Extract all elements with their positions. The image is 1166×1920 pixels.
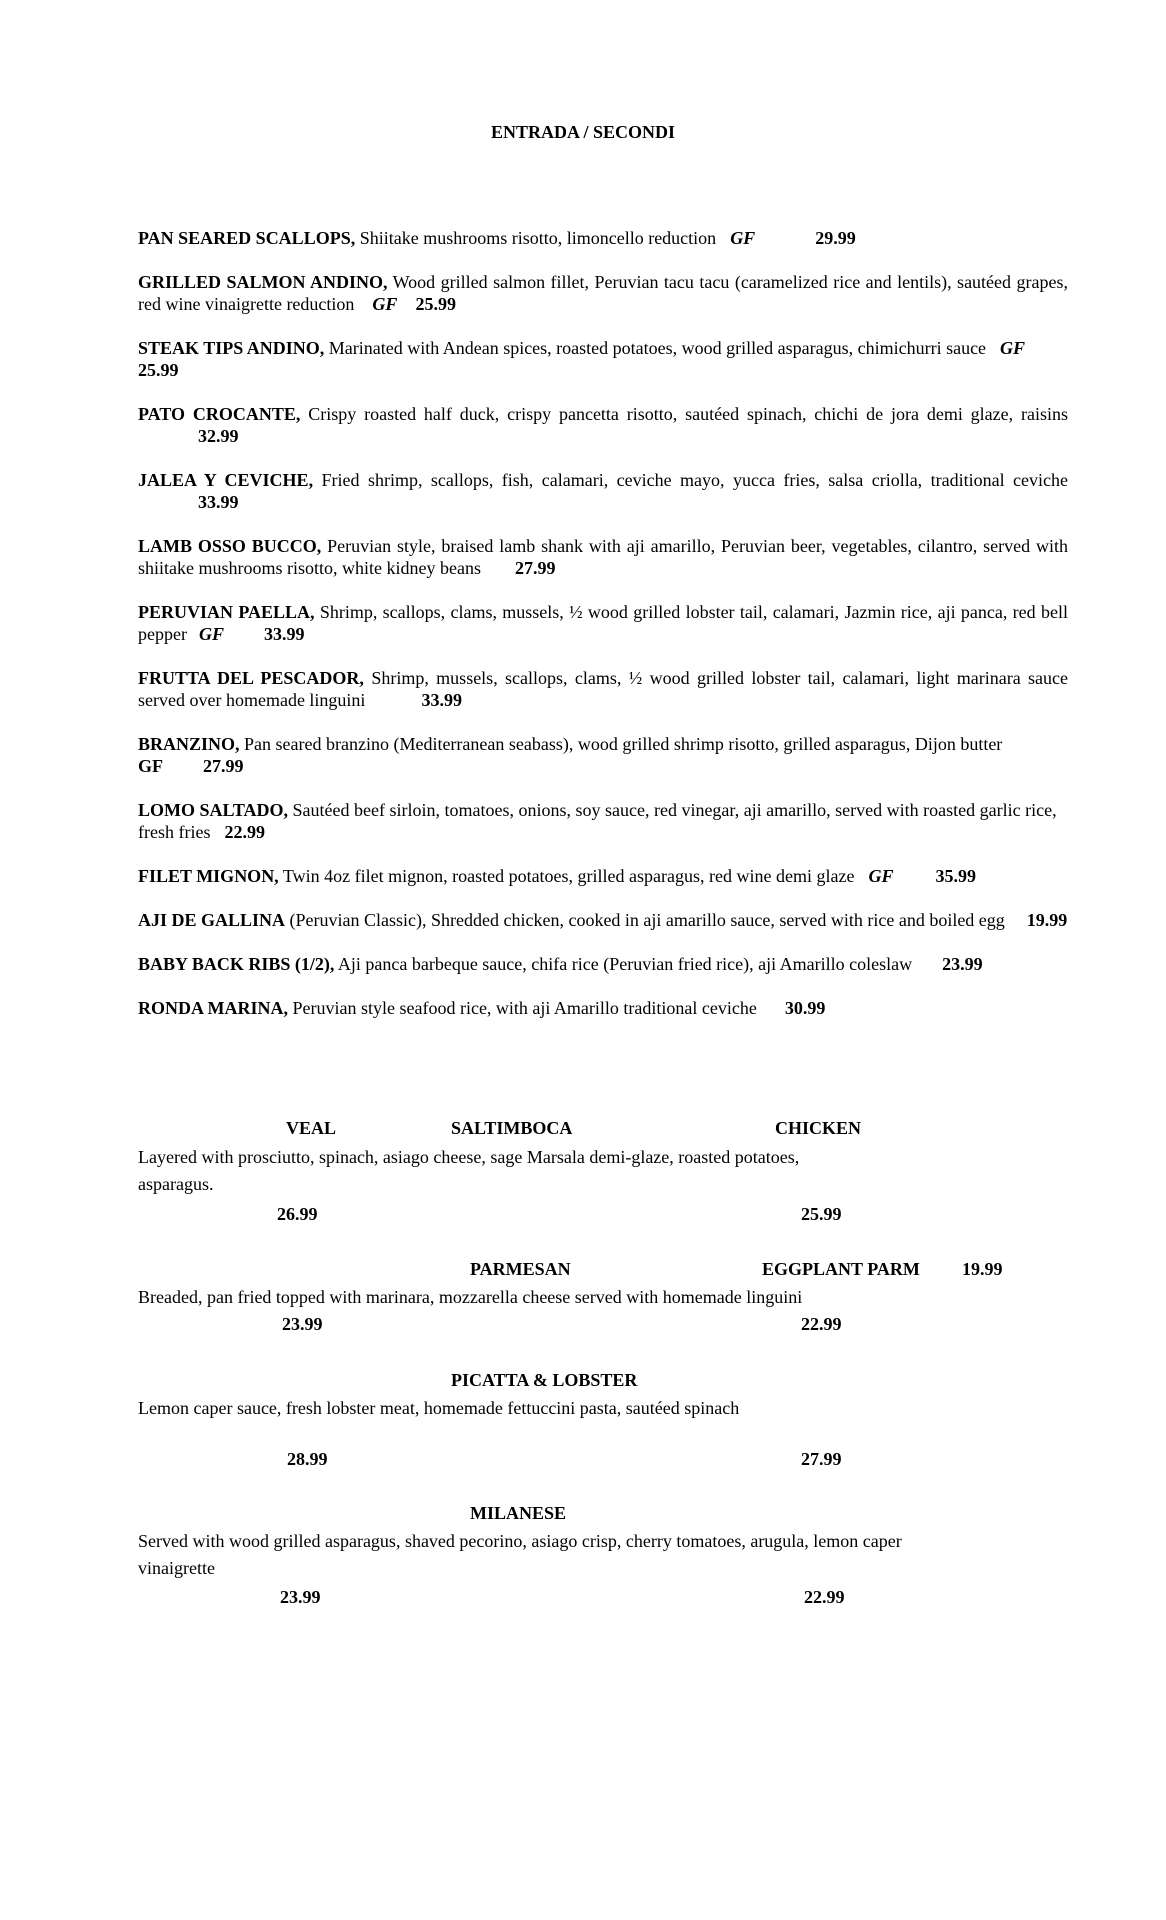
item-name: BABY BACK RIBS (1/2), [138,954,335,974]
item-price: 27.99 [203,756,244,776]
gluten-free-badge: GF [138,756,163,776]
item-name: STEAK TIPS ANDINO, [138,338,325,358]
item-price: 32.99 [198,426,239,446]
item-description: Aji panca barbeque sauce, chifa rice (Peruvian fried rice), aji Amarillo coleslaw [337,954,913,974]
item-price: 30.99 [784,998,826,1018]
menu-item-pato-crocante [138,403,1068,447]
item-name: PATO CROCANTE, [138,404,301,424]
parmesan-description: Breaded, pan fried topped with marinara, mozzarella cheese served with homemade linguini [138,1287,803,1307]
item-price: 19.99 [1026,910,1068,930]
item-name: RONDA MARINA, [138,998,288,1018]
gluten-free-badge: GF [730,228,756,248]
menu-item-aji-de-gallina [138,909,1068,931]
parmesan-name: PARMESAN [470,1259,571,1279]
column-header-chicken: CHICKEN [775,1118,862,1138]
item-name: LAMB OSSO BUCCO, [138,536,322,556]
item-description: Pan seared branzino (Mediterranean seabass), wood grilled shrimp risotto, grilled asparagus, Dijon butter [244,734,1003,754]
item-name: LOMO SALTADO, [138,800,289,820]
item-price: 25.99 [138,360,179,380]
saltimboca-name: SALTIMBOCA [451,1118,573,1138]
item-name: FRUTTA DEL PESCADOR, [138,668,364,688]
menu-item-ronda-marina [138,997,1068,1019]
menu-item-grilled-salmon-andino [138,271,1068,315]
item-price: 33.99 [198,492,239,512]
gluten-free-badge: GF [198,624,224,644]
item-description: Shiitake mushrooms risotto, limoncello reduction [359,228,717,248]
item-description: Twin 4oz filet mignon, roasted potatoes, grilled asparagus, red wine demi glaze [282,866,855,886]
item-price: 25.99 [415,294,456,314]
picatta-chicken-price: 27.99 [801,1449,842,1469]
item-name: PERUVIAN PAELLA, [138,602,315,622]
gluten-free-badge: GF [1000,338,1026,358]
menu-item-pan-seared-scallops [138,227,1068,249]
item-description: Sautéed beef sirloin, tomatoes, onions, soy sauce, red vinegar, aji amarillo, served with roasted garlic rice, fresh fries [138,800,1057,842]
menu-item-branzino [138,733,1068,777]
menu-item-lamb-osso-bucco [138,535,1068,579]
item-name: AJI DE GALLINA [138,910,286,930]
item-description: Marinated with Andean spices, roasted potatoes, wood grilled asparagus, chimichurri sauce [328,338,987,358]
item-description: Shrimp, mussels, scallops, clams, ½ wood grilled lobster tail, calamari, light marinara sauce served over homemade linguini [138,668,1069,710]
gluten-free-badge: GF [868,866,894,886]
menu-item-peruvian-paella [138,601,1068,645]
parmesan-chicken-price: 22.99 [801,1314,842,1334]
page-title: ENTRADA / SECONDI [490,122,676,142]
milanese-name: MILANESE [470,1503,567,1523]
saltimboca-description: Layered with prosciutto, spinach, asiago cheese, sage Marsala demi-glaze, roasted potatoes, asparagus. [138,1147,800,1194]
item-description: Peruvian style seafood rice, with aji Amarillo traditional ceviche [292,998,757,1018]
item-price: 23.99 [942,954,983,974]
item-name: PAN SEARED SCALLOPS, [138,228,356,248]
menu-item-baby-back-ribs [138,953,1068,975]
gluten-free-badge: GF [372,294,398,314]
item-description: Wood grilled salmon fillet, Peruvian tacu tacu (caramelized rice and lentils), sautéed grapes, red wine vinaigrette reduction [138,272,1068,314]
item-description: Peruvian style, braised lamb shank with aji amarillo, Peruvian beer, vegetables, cilantro, served with shiitake mushrooms risotto, white kidney beans [138,536,1068,578]
picatta-name: PICATTA & LOBSTER [451,1370,638,1390]
item-price: 29.99 [815,228,856,248]
item-name: GRILLED SALMON ANDINO, [138,272,388,292]
milanese-description: Served with wood grilled asparagus, shaved pecorino, asiago crisp, cherry tomatoes, arugula, lemon caper vinaigrette [138,1531,902,1578]
item-description: Fried shrimp, scallops, fish, calamari, ceviche mayo, yucca fries, salsa criolla, traditional ceviche [321,470,1068,490]
entree-list [138,227,1068,1041]
eggplant-parm-price: 19.99 [962,1259,1003,1279]
picatta-description: Lemon caper sauce, fresh lobster meat, homemade fettuccini pasta, sautéed spinach [138,1398,740,1418]
item-name: FILET MIGNON, [138,866,279,886]
menu-item-jalea-y-ceviche [138,469,1068,513]
item-name: BRANZINO, [138,734,240,754]
menu-item-lomo-saltado [138,799,1068,843]
menu-item-steak-tips-andino [138,337,1068,381]
saltimboca-veal-price: 26.99 [277,1204,318,1224]
column-header-veal: VEAL [286,1118,337,1138]
item-name: JALEA Y CEVICHE, [138,470,314,490]
eggplant-parm-name: EGGPLANT PARM [762,1259,920,1279]
parmesan-veal-price: 23.99 [282,1314,323,1334]
saltimboca-chicken-price: 25.99 [801,1204,842,1224]
item-price: 27.99 [514,558,556,578]
item-description: Crispy roasted half duck, crispy pancetta risotto, sautéed spinach, chichi de jora demi glaze, raisins [308,404,1068,424]
item-price: 35.99 [935,866,976,886]
picatta-veal-price: 28.99 [287,1449,328,1469]
menu-item-filet-mignon [138,865,1068,887]
menu-item-frutta-del-pescador [138,667,1068,711]
item-description: Shrimp, scallops, clams, mussels, ½ wood grilled lobster tail, calamari, Jazmin rice, aji panca, red bell pepper [138,602,1068,644]
milanese-veal-price: 23.99 [280,1587,321,1607]
item-description: (Peruvian Classic), Shredded chicken, cooked in aji amarillo sauce, served with rice and boiled egg [289,910,1005,930]
milanese-chicken-price: 22.99 [804,1587,845,1607]
item-price: 33.99 [264,624,305,644]
item-price: 22.99 [224,822,265,842]
item-price: 33.99 [421,690,462,710]
